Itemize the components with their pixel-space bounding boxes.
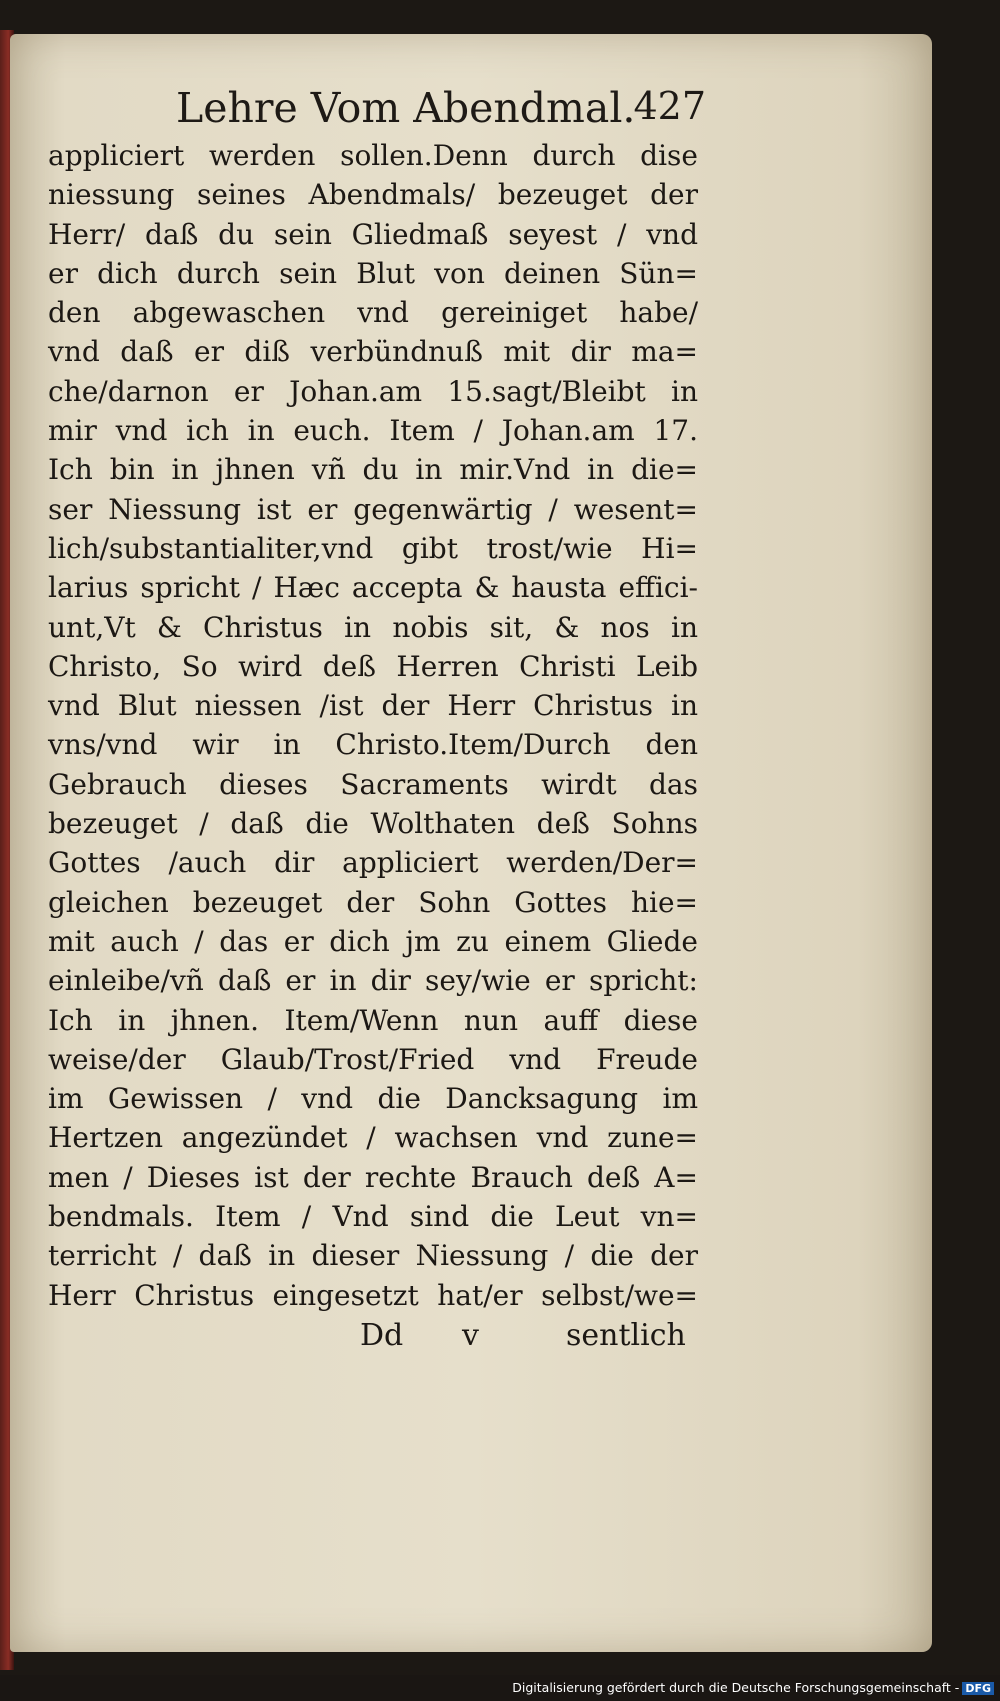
text-line: Gebrauch dieses Sacraments wirdt das (48, 767, 698, 801)
digitization-credit (512, 1680, 994, 1698)
text-line: larius spricht / Hæc accepta & hausta effici- (48, 571, 698, 605)
text-line: bendmals. Item / Vnd sind die Leut vn= (48, 1200, 698, 1234)
text-line: men / Dieses ist der rechte Brauch deß A= (48, 1160, 698, 1194)
text-line: vns/vnd wir in Christo.Item/Durch den (48, 728, 698, 762)
text-line: gleichen bezeuget der Sohn Gottes hie= (48, 885, 698, 919)
signature-number: v (462, 1318, 479, 1353)
page-text (48, 136, 698, 1316)
text-line: im Gewissen / vnd die Dancksagung im (48, 1082, 698, 1116)
catchword: sentlich (566, 1318, 686, 1353)
page-number: 427 (633, 84, 706, 128)
text-line: mit auch / das er dich jm zu einem Gliede (48, 924, 698, 958)
text-line: vnd Blut niessen /ist der Herr Christus in (48, 689, 698, 723)
text-line: Ich bin in jhnen vñ du in mir.Vnd in die= (48, 453, 698, 487)
text-line: einleibe/vñ daß er in dir sey/wie er spricht: (48, 964, 698, 998)
text-line: unt,Vt & Christus in nobis sit, & nos in (48, 610, 698, 644)
text-line: che/darnon er Johan.am 15.sagt/Bleibt in (48, 374, 698, 408)
text-line: niessung seines Abendmals/ bezeuget der (48, 178, 698, 212)
text-line: ser Niessung ist er gegenwärtig / wesent= (48, 492, 698, 526)
text-line: Ich in jhnen. Item/Wenn nun auff diese (48, 1003, 698, 1037)
text-line: mir vnd ich in euch. Item / Johan.am 17. (48, 414, 698, 448)
text-line: bezeuget / daß die Wolthaten deß Sohns (48, 807, 698, 841)
text-line: den abgewaschen vnd gereiniget habe/ (48, 296, 698, 330)
text-line: Herr Christus eingesetzt hat/er selbst/we= (48, 1278, 698, 1312)
text-line: vnd daß er diß verbündnuß mit dir ma= (48, 335, 698, 369)
text-line: Gottes /auch dir appliciert werden/Der= (48, 846, 698, 880)
text-line: Herr/ daß du sein Gliedmaß seyest / vnd (48, 217, 698, 251)
dfg-logo: DFG (962, 1682, 994, 1695)
signature-mark: Dd (360, 1318, 404, 1353)
text-line: weise/der Glaub/Trost/Fried vnd Freude (48, 1042, 698, 1076)
credit-text: Digitalisierung gefördert durch die Deutsche Forschungsgemeinschaft - (512, 1680, 960, 1695)
running-head: Lehre Vom Abendmal. (176, 84, 636, 132)
text-line: lich/substantialiter,vnd gibt trost/wie Hi= (48, 531, 698, 565)
text-line: terricht / daß in dieser Niessung / die der (48, 1239, 698, 1273)
text-line: Hertzen angezündet / wachsen vnd zune= (48, 1121, 698, 1155)
text-line: appliciert werden sollen.Denn durch dise (48, 139, 698, 172)
text-line: Christo, So wird deß Herren Christi Leib (48, 649, 698, 683)
text-line: er dich durch sein Blut von deinen Sün= (48, 256, 698, 290)
